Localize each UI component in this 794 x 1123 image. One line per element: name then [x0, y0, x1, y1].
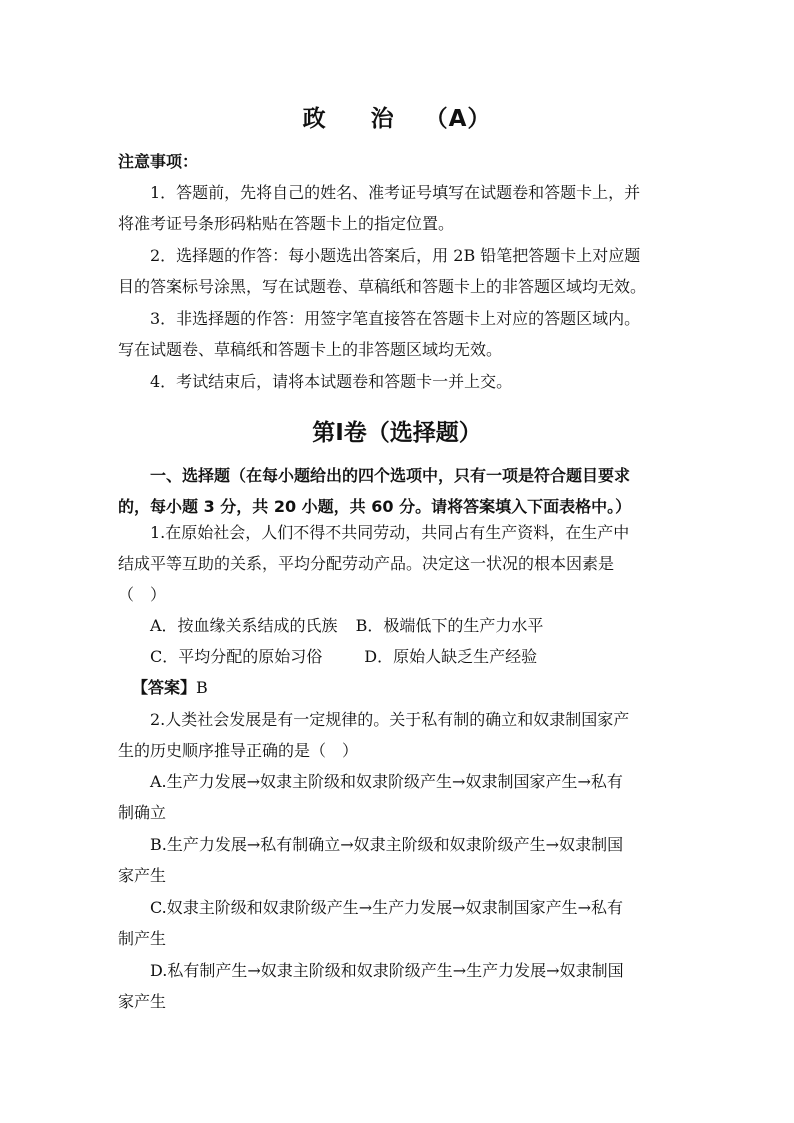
answer-label: 【答案】	[132, 678, 197, 697]
notice-heading: 注意事项：	[118, 152, 199, 171]
question-2-option-d	[118, 955, 674, 1017]
question-2-option-d-line-2: 家产生	[118, 992, 167, 1011]
notice-item-3	[118, 303, 674, 365]
question-1-options-row-2	[150, 641, 706, 672]
question-2-stem	[118, 704, 674, 766]
question-2-option-a	[118, 766, 674, 828]
section-intro-line-2: 的，每小题 3 分，共 20 小题，共 60 分。请将答案填入下面表格中。）	[118, 497, 632, 516]
question-1-line-2: 结成平等互助的关系，平均分配劳动产品。决定这一状况的根本因素是	[118, 554, 615, 573]
page-title	[0, 103, 794, 135]
question-2-line-2: 生的历史顺序推导正确的是（ ）	[118, 741, 359, 760]
question-2-option-a-line-1: A.生产力发展→奴隶主阶级和奴隶阶级产生→奴隶制国家产生→私有	[150, 772, 623, 791]
title-char-2: 治	[370, 106, 395, 132]
section-intro-line-1: 一、选择题（在每小题给出的四个选项中，只有一项是符合题目要求	[150, 466, 631, 485]
notice-item-2-line-1: 2．选择题的作答：每小题选出答案后，用 2B 铅笔把答题卡上对应题	[150, 246, 641, 265]
notice-item-4-line-1: 4．考试结束后，请将本试题卷和答题卡一并上交。	[150, 372, 513, 391]
question-1-option-d: D．原始人缺乏生产经验	[364, 647, 538, 666]
question-1-options-row-1	[150, 610, 706, 641]
question-1-option-a: A．按血缘关系结成的氏族	[150, 616, 338, 635]
question-2-option-a-line-2: 制确立	[118, 803, 167, 822]
notice-item-1-line-2: 将准考证号条形码粘贴在答题卡上的指定位置。	[118, 214, 455, 233]
question-2-option-b-line-1: B.生产力发展→私有制确立→奴隶主阶级和奴隶阶级产生→奴隶制国	[150, 835, 624, 854]
question-2-option-c	[118, 892, 674, 954]
section-intro	[118, 460, 674, 522]
question-2-option-d-line-1: D.私有制产生→奴隶主阶级和奴隶阶级产生→生产力发展→奴隶制国	[150, 961, 624, 980]
notice-item-3-line-1: 3．非选择题的作答：用签字笔直接答在答题卡上对应的答题区域内。	[150, 309, 641, 328]
question-1-option-b: B．极端低下的生产力水平	[355, 616, 544, 635]
question-1-stem	[118, 517, 674, 610]
question-2-option-b-line-2: 家产生	[118, 866, 167, 885]
notice-item-2-line-2: 目的答案标号涂黑，写在试题卷、草稿纸和答题卡上的非答题区域均无效。	[118, 277, 647, 296]
question-1-line-1: 1.在原始社会，人们不得不共同劳动，共同占有生产资料，在生产中	[150, 523, 630, 542]
question-2-option-c-line-1: C.奴隶主阶级和奴隶阶级产生→生产力发展→奴隶制国家产生→私有	[150, 898, 623, 917]
answer-value: B	[196, 678, 208, 697]
question-2-option-b	[118, 829, 674, 891]
section-title: 第Ⅰ卷（选择题）	[312, 420, 482, 446]
question-1-answer	[132, 672, 688, 703]
notice-item-4	[118, 366, 674, 397]
question-1-option-c: C．平均分配的原始习俗	[150, 647, 323, 666]
notice-item-2	[118, 240, 674, 302]
question-1-line-3: （ ）	[118, 585, 167, 604]
question-2-option-c-line-2: 制产生	[118, 929, 167, 948]
notice-item-1	[118, 177, 674, 239]
question-2-line-1: 2.人类社会发展是有一定规律的。关于私有制的确立和奴隶制国家产	[150, 710, 630, 729]
title-char-1: 政	[302, 106, 327, 132]
notice-item-1-line-1: 1．答题前，先将自己的姓名、准考证号填写在试题卷和答题卡上，并	[150, 183, 641, 202]
title-version: （A）	[424, 106, 492, 132]
notice-item-3-line-2: 写在试题卷、草稿纸和答题卡上的非答题区域均无效。	[118, 340, 503, 359]
